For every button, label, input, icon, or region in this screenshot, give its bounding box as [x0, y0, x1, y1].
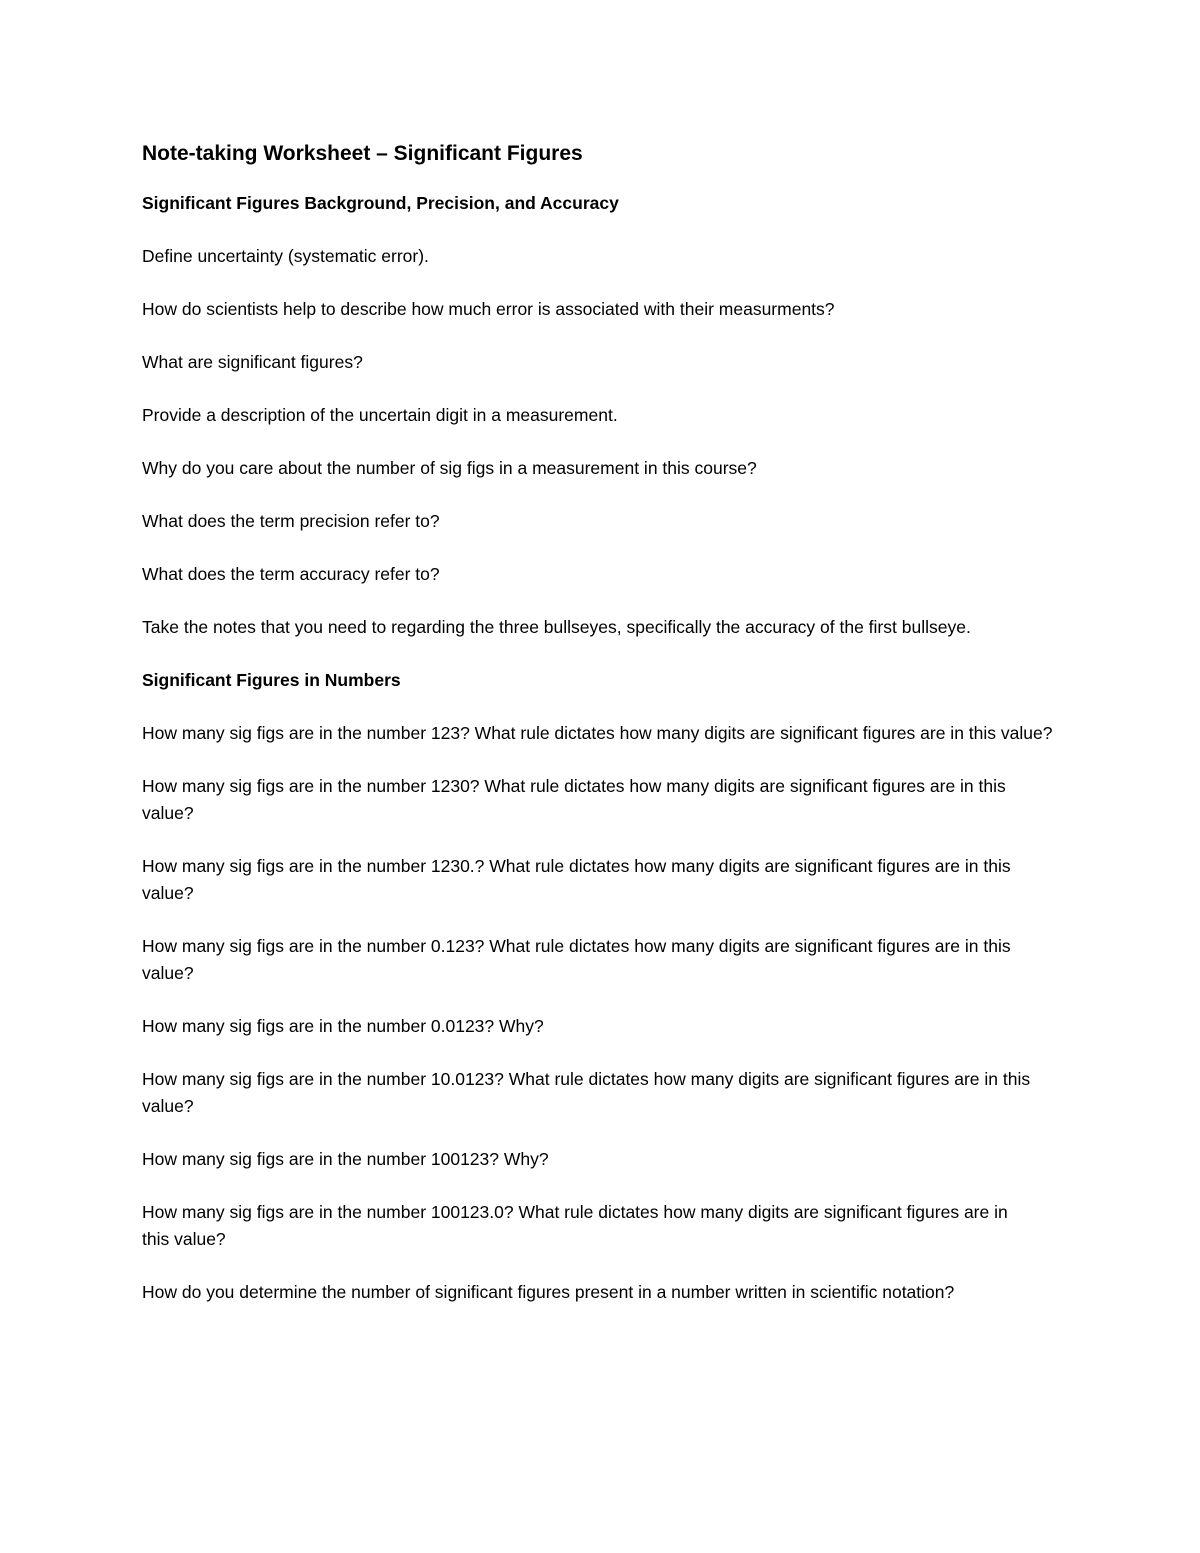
- question-scientific-notation: How do you determine the number of significant figures present in a number written in scientific notation?: [142, 1282, 955, 1302]
- question-why-care: Why do you care about the number of sig figs in a measurement in this course?: [142, 458, 757, 478]
- question-bullseyes: Take the notes that you need to regarding the three bullseyes, specifically the accuracy of the first bullseye.: [142, 617, 971, 637]
- question-100123-0: How many sig figs are in the number 100123.0? What rule dictates how many digits are significant figures are in this value?: [142, 1202, 1008, 1249]
- question-100123: How many sig figs are in the number 100123? Why?: [142, 1149, 549, 1169]
- worksheet-content: [142, 140, 1062, 1332]
- question-describe-error: How do scientists help to describe how much error is associated with their measurments?: [142, 299, 835, 319]
- question-0-0123: How many sig figs are in the number 0.0123? Why?: [142, 1016, 544, 1036]
- question-uncertain-digit: Provide a description of the uncertain digit in a measurement.: [142, 405, 618, 425]
- section-heading-numbers: Significant Figures in Numbers: [142, 670, 401, 690]
- question-123: How many sig figs are in the number 123? What rule dictates how many digits are significant figures are in this value?: [142, 723, 1053, 743]
- question-1230-decimal: How many sig figs are in the number 1230.? What rule dictates how many digits are significant figures are in this value?: [142, 856, 1011, 903]
- question-1230: How many sig figs are in the number 1230? What rule dictates how many digits are significant figures are in this value?: [142, 776, 1006, 823]
- question-accuracy: What does the term accuracy refer to?: [142, 564, 440, 584]
- question-10-0123: How many sig figs are in the number 10.0123? What rule dictates how many digits are significant figures are in this value?: [142, 1069, 1031, 1116]
- question-0-123: How many sig figs are in the number 0.123? What rule dictates how many digits are significant figures are in this value?: [142, 936, 1011, 983]
- worksheet-title: Note-taking Worksheet – Significant Figures: [142, 142, 583, 165]
- question-precision: What does the term precision refer to?: [142, 511, 440, 531]
- question-define-uncertainty: Define uncertainty (systematic error).: [142, 246, 429, 266]
- section-heading-background: Significant Figures Background, Precision, and Accuracy: [142, 193, 619, 213]
- question-what-are-sig-figs: What are significant figures?: [142, 352, 363, 372]
